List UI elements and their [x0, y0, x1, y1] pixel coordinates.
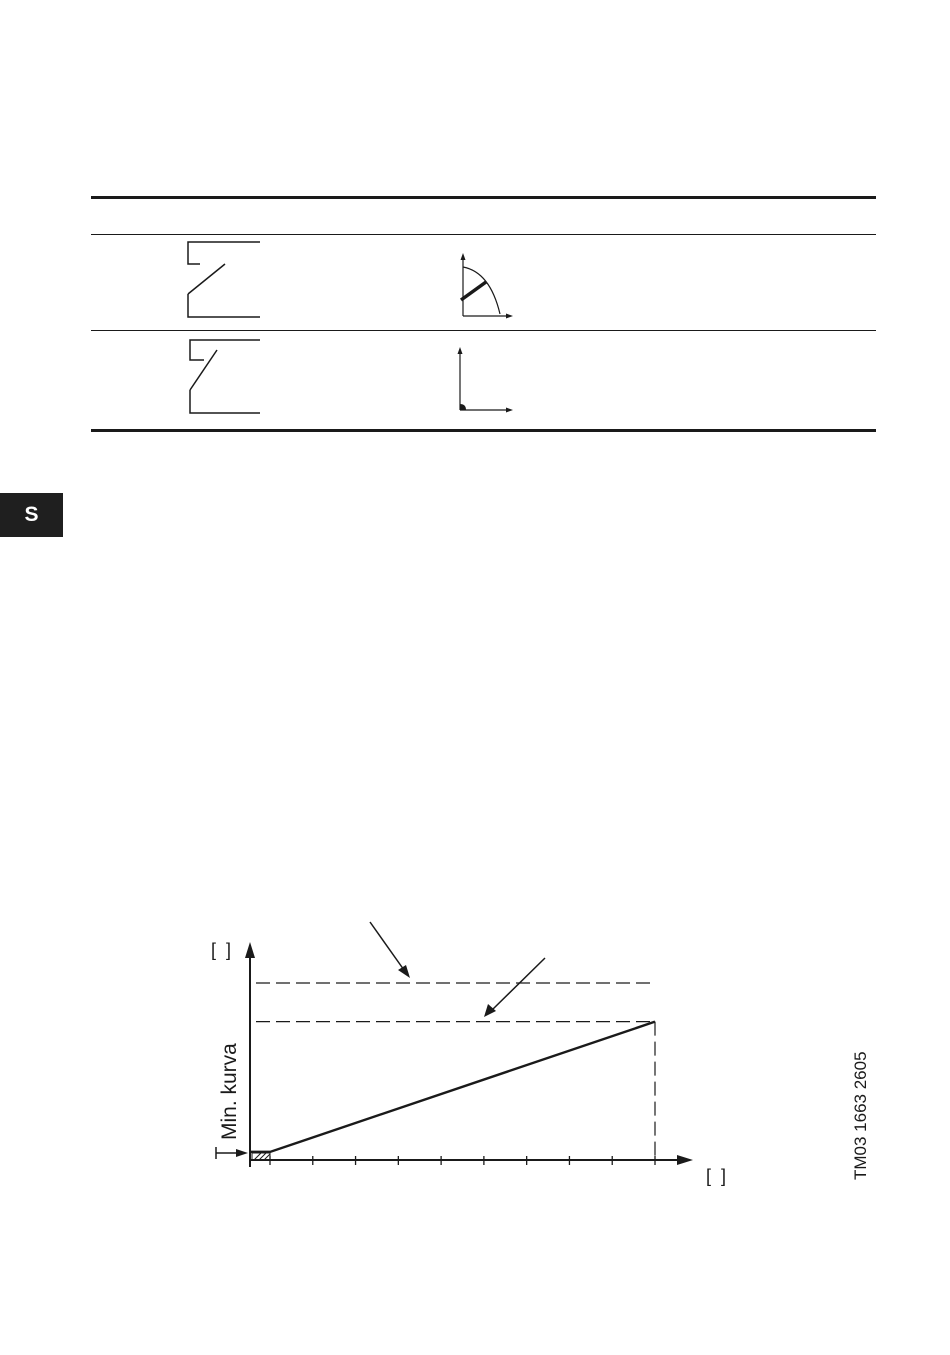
min-curve-label: Min. kurva: [218, 1043, 241, 1140]
side-tab-label: S: [24, 503, 39, 526]
pointer-arrow-lower: [492, 958, 545, 1010]
x-unit-brackets: [ ]: [706, 1166, 727, 1186]
y-unit-brackets: [ ]: [211, 940, 232, 960]
pointer-arrow-upper: [370, 922, 404, 970]
chart-y-axis-arrow: [245, 942, 255, 958]
figure-code: TM03 1663 2605: [851, 1051, 870, 1180]
chart-x-axis-arrow: [677, 1155, 693, 1165]
control-curve-line: [250, 1022, 655, 1152]
